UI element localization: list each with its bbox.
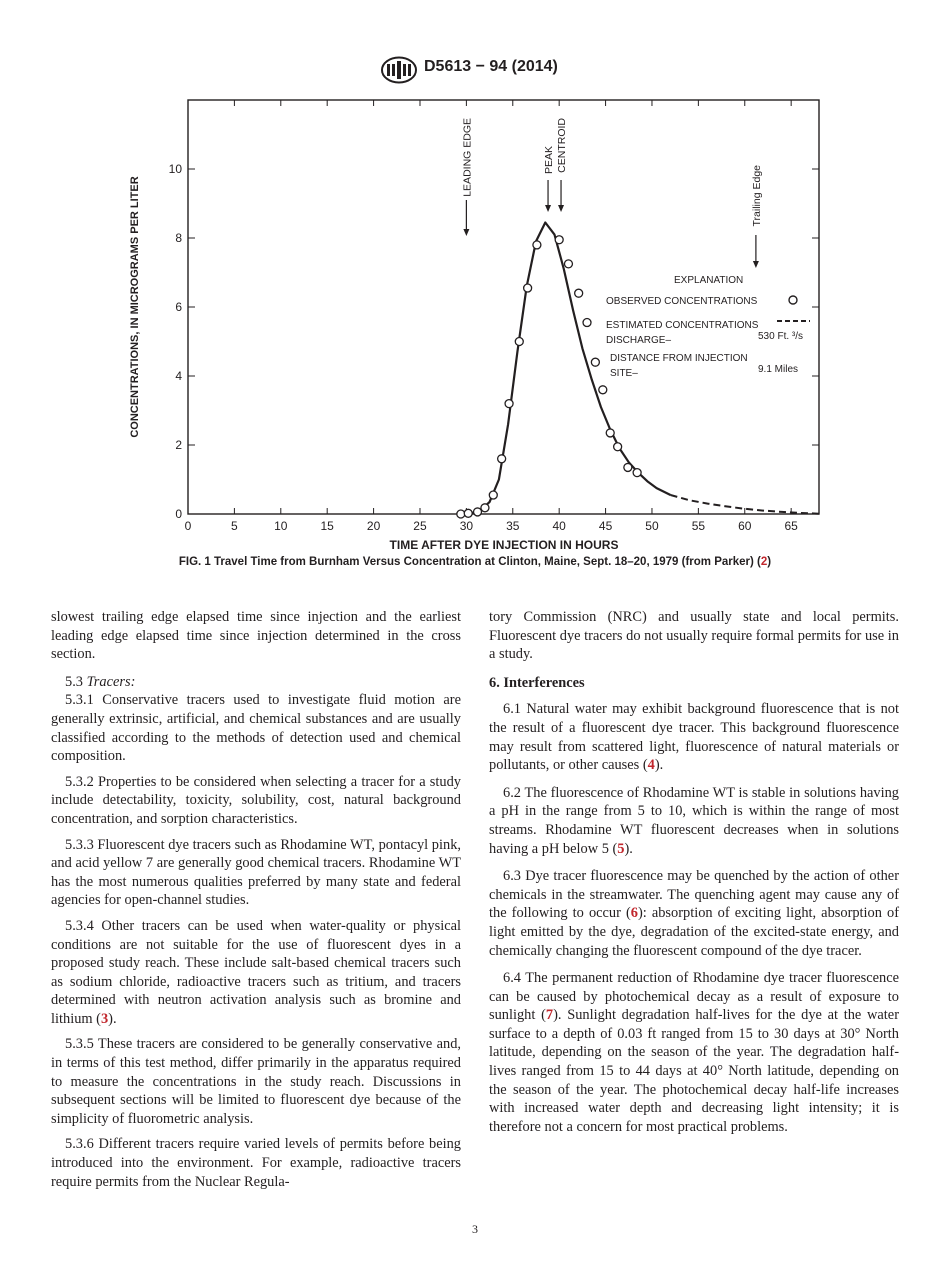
y-tick-label: 0 — [175, 507, 182, 521]
observed-point — [533, 241, 541, 249]
x-axis-ticks — [185, 100, 798, 533]
paragraph-text: ). — [624, 840, 633, 857]
paragraph-text: ). — [654, 757, 664, 774]
legend-label-site: SITE– — [610, 368, 638, 379]
legend-label-discharge: DISCHARGE– — [606, 335, 672, 346]
observed-point — [624, 463, 632, 471]
caption-text: FIG. 1 Travel Time from Burnham Versus Concentration at Clinton, Maine, Sept. 18–20, 1979 (from Parker) ( — [178, 556, 761, 568]
paragraph-text: ). — [108, 1010, 117, 1027]
x-tick-label: 35 — [506, 519, 520, 533]
observed-point — [474, 508, 482, 516]
caption-reference[interactable]: 2 — [760, 556, 768, 568]
reference-link[interactable]: 3 — [100, 1010, 109, 1027]
observed-point — [489, 491, 497, 499]
paragraph-6-4 — [489, 969, 899, 1136]
x-tick-label: 40 — [552, 519, 566, 533]
legend-symbol-circle — [789, 296, 797, 304]
y-axis-label: CONCENTRATIONS, IN MICROGRAMS PER LITER — [129, 176, 141, 438]
observed-point — [591, 358, 599, 366]
observed-point — [564, 260, 572, 268]
observed-point — [575, 289, 583, 297]
left-column — [51, 608, 461, 1198]
paragraph-5-3-6: 5.3.6 Different tracers require varied levels of permits before being introduced into the environment. For example, radioactive tracers require permits from the Nuclear Regula- — [51, 1136, 461, 1190]
paragraph-continued: slowest trailing edge elapsed time since injection and the earliest leading edge elapsed time since injection determined in the cross section. — [51, 609, 461, 663]
legend-title: EXPLANATION — [674, 275, 744, 286]
section-title: Tracers: — [86, 673, 136, 690]
legend-label-distance: DISTANCE FROM INJECTION — [610, 353, 748, 364]
paragraph-6-1 — [489, 700, 899, 774]
x-tick-label: 25 — [413, 519, 427, 533]
y-tick-label: 4 — [175, 369, 182, 383]
x-tick-label: 20 — [366, 519, 381, 533]
paragraph-text: ): absorption of exciting light, absorption of light emitted by the dye, degradation of the excited-state energy, and chemically changing the fluorescent compound of the dye tracer. — [489, 905, 899, 959]
annotation-label: LEADING EDGE — [461, 118, 474, 197]
annotation-arrow-head — [753, 261, 759, 268]
paragraph-continued: tory Commission (NRC) and usually state and local permits. Fluorescent dye tracers do not usually require formal permits for use in a study. — [489, 609, 899, 663]
observed-point — [599, 386, 607, 394]
annotation-label: PEAK — [543, 146, 556, 175]
observed-point — [505, 400, 513, 408]
x-tick-label: 0 — [184, 519, 192, 533]
annotation-layer — [461, 118, 763, 268]
paragraph-text: 6.3 Dye tracer fluorescence may be quenched by the action of other chemicals in the streamwater. The quenching agent may cause any of the following to occur ( — [489, 868, 899, 922]
reference-link[interactable]: 5 — [617, 840, 625, 857]
legend — [606, 275, 810, 379]
annotation-label: Trailing Edge — [750, 165, 763, 227]
section-number: 5.3 — [65, 673, 87, 690]
legend-label-observed: OBSERVED CONCENTRATIONS — [606, 296, 758, 307]
x-tick-label: 65 — [784, 519, 798, 533]
paragraph-5-3-2: 5.3.2 Properties to be considered when selecting a tracer for a study include detectability, toxicity, solubility, cost, natural background concentration, and sorption characteristics. — [51, 773, 461, 827]
observed-point — [464, 509, 472, 517]
observed-point — [524, 284, 532, 292]
section-6-heading: 6. Interferences — [489, 674, 585, 691]
paragraph-6-3 — [489, 867, 899, 960]
x-tick-label: 5 — [231, 519, 238, 533]
reference-link[interactable]: 7 — [545, 1007, 554, 1024]
caption-suffix: ) — [767, 556, 772, 568]
x-tick-label: 60 — [738, 519, 752, 533]
paragraph-text: 6.1 Natural water may exhibit background fluorescence that is not the result of a fluorescent dye tracer. This background fluorescence may result from scattered light, fluorescence of natural materials or pollutants, or other causes ( — [489, 701, 899, 774]
reference-link[interactable]: 4 — [647, 757, 655, 774]
y-tick-label: 2 — [175, 438, 182, 452]
x-tick-label: 45 — [598, 519, 613, 533]
observed-point — [614, 443, 622, 451]
observed-point — [633, 469, 641, 477]
paragraph-text: 6.2 The fluorescence of Rhodamine WT is stable in solutions having a pH in the range from 5 to 10, which is within the range of most streams. Rhodamine WT fluorescent decreases when in solutions having a pH below 5 ( — [489, 784, 899, 857]
paragraph-text: 5.3.4 Other tracers can be used when water-quality or physical conditions are not suitable for the use of fluorescent dyes in a proposed study reach. These include salt-based chemical tracers such as sodium chloride, radioactive tracers such as tritium, and tracers determined with neutron activation analysis such as bromine and lithium ( — [51, 917, 461, 1027]
annotation-arrow-head — [463, 229, 469, 236]
legend-label-estimated: ESTIMATED CONCENTRATIONS — [606, 320, 759, 331]
observed-point — [457, 510, 465, 518]
page-number: 3 — [472, 1222, 478, 1236]
observed-point — [515, 338, 523, 346]
right-column — [489, 608, 899, 1143]
observed-point — [606, 429, 614, 437]
paragraph-6-2 — [489, 784, 899, 858]
x-tick-label: 10 — [274, 519, 288, 533]
section-5-3-heading — [51, 673, 461, 692]
annotation-arrow-head — [558, 205, 564, 212]
observed-point — [498, 455, 506, 463]
annotation-arrow-head — [545, 205, 551, 212]
observed-point — [481, 504, 489, 512]
paragraph-5-3-5: 5.3.5 These tracers are considered to be generally conservative and, in terms of this test method, differ primarily in the apparatus required to measure the concentrations in the study reach. Discussions in subsequent sections will be limited to fluorescent dye because of the simplicity of fluorometric analysis. — [51, 1036, 461, 1127]
document-designation: D5613 − 94 (2014) — [424, 58, 558, 75]
x-tick-label: 30 — [459, 519, 474, 533]
x-tick-label: 55 — [691, 519, 706, 533]
observed-point — [583, 319, 591, 327]
paragraph-text: ). Sunlight degradation half-lives for the dye at the water surface to a depth of 0.03 ft ranged from 15 to 30 days at 30° North latitude, depending on the season of the year. The degradation half-lives ranged from 15 to 44 days at 40° North latitude, depending on the season of the year. The photochemical decay half-life increases with increased water depth and decreasing light intensity; it is therefore not a concern for most practical problems. — [489, 1007, 899, 1135]
x-axis-label: TIME AFTER DYE INJECTION IN HOURS — [389, 538, 619, 552]
annotation-label: CENTROID — [556, 118, 569, 173]
legend-value-discharge: 530 Ft. ³/s — [758, 331, 804, 342]
figure-chart — [0, 0, 950, 560]
paragraph-5-3-3: 5.3.3 Fluorescent dye tracers such as Rhodamine WT, pontacyl pink, and acid yellow 7 are generally good chemical tracers. Rhodamine WT has the most numerous qualities preferred by many state and federal agencies for open-channel studies. — [51, 836, 461, 909]
y-axis-ticks — [169, 162, 819, 521]
figure-caption — [0, 556, 950, 568]
paragraph-text: 6.4 The permanent reduction of Rhodamine dye tracer fluorescence can be caused by photochemical decay as a result of exposure to sunlight ( — [489, 970, 899, 1024]
paragraph-5-3-1: 5.3.1 Conservative tracers used to investigate fluid motion are generally extrinsic, artificial, and chemical substances and are usually classified according to the methods of detection used and chemical composition. — [51, 692, 461, 765]
reference-link[interactable]: 6 — [630, 905, 638, 922]
y-tick-label: 6 — [175, 300, 182, 314]
observed-point — [555, 236, 563, 244]
legend-value-distance: 9.1 Miles — [758, 364, 799, 375]
y-tick-label: 10 — [168, 162, 182, 176]
x-tick-label: 15 — [320, 519, 334, 533]
paragraph-5-3-4 — [51, 917, 461, 1029]
y-tick-label: 8 — [175, 231, 182, 245]
x-tick-label: 50 — [645, 519, 659, 533]
